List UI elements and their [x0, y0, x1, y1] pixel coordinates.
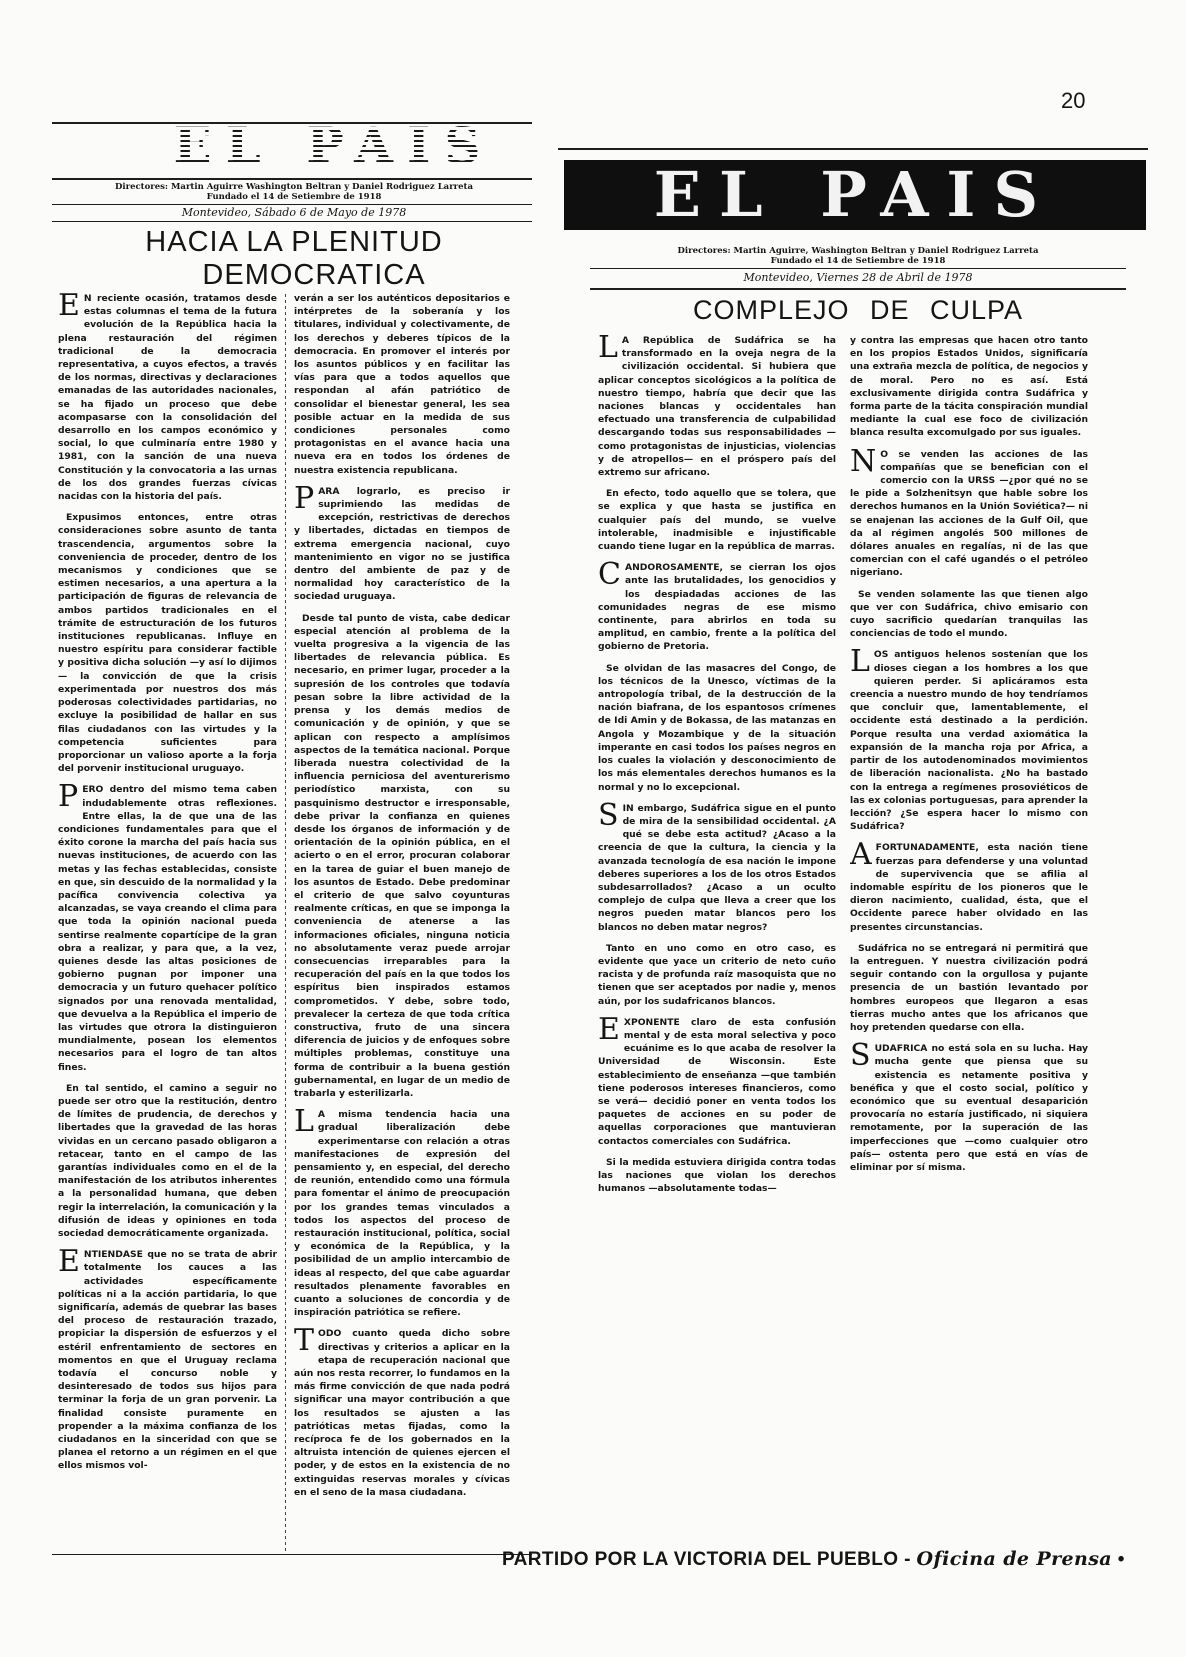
drop-cap: S: [598, 797, 619, 833]
paragraph-text: ODO cuanto queda dicho sobre directivas y criterios a aplicar en la etapa de recuperación nacional que aún nos resta recorrer, lo fundamos en la más firme convicción de que nada podrá significar una mayor contribución a que los resultados se ajusten a las patrióticas metas fijadas, como la recíproca fe de los gobernados en la altruista intención de quienes ejercen el poder, y de estos en la existencia de no extinguidas reservas morales y cívicas en el seno de la masa ciudadana.: [294, 1328, 510, 1498]
headline-line-1: HACIA LA PLENITUD: [145, 226, 443, 258]
article-paragraph: [294, 612, 510, 1101]
dateline-rule-top: [590, 268, 1126, 269]
drop-cap: S: [850, 1038, 871, 1074]
paragraph-text: XPONENTE claro de esta confusión mental y de esta moral selectiva y poco ecuánime es lo que acaba de resolver la Universidad de Wisconsin. Este establecimiento de enseñanza —que también tiene poderosos intereses financieros, como se verá— decidió poner en venta todos los paquetes de acciones en su poder de aquellas corporaciones que mantuvieran contactos comerciales con Sudáfrica.: [598, 1016, 836, 1147]
founded-line: Fundado el 14 de Setiembre de 1918: [206, 192, 382, 202]
article-paragraph: [850, 334, 1088, 440]
paragraph-text: verán a ser los auténticos depositarios e intérpretes de la soberanía y los titulares, individual y colectivamente, de los derechos y deberes típicos de la democracia. En promover el interés por los asuntos públicos y en facilitar las vías para que a todos aquellos que respondan al afán patriótico de consolidar el bienestar general, les sea posible actuar en la medida de sus condiciones personales como protagonistas en el avance hacia una nueva era en todos los órdenes de nuestra existencia republicana.: [294, 293, 510, 476]
footer-bullet: •: [1112, 1549, 1125, 1570]
paragraph-text: OS antiguos helenos sostenían que los dioses ciegan a los hombres a los que quieren perder. Si aplicáramos esta creencia a nuestro mundo de hoy tendríamos que concluir que, lamentablemente, el occidente está destinado a la perdición. Porque resulta una verdad axiomática la expansión de la mancha roja por Africa, a partir de los autodenominados movimientos de liberación nacionalista. ¿No ha bastado con la entrega a regímenes prosoviéticos de las ex colonias portuguesas, para aprender la lección? ¿Se espera hacer lo mismo con Sudáfrica?: [850, 649, 1088, 833]
article-column-2: [850, 334, 1088, 1334]
footer-office: Oficina de Prensa: [916, 1548, 1113, 1570]
top-rule: [558, 148, 1148, 150]
drop-cap: N: [850, 443, 877, 479]
paragraph-text: FORTUNADAMENTE, esta nación tiene fuerzas para defenderse y una voluntad de supervivencia que se afilia al indomable espíritu de los pioneros que le dieron nacimiento, cualidad, ésta, que el Occidente parece haber olvidado en las presentes circunstancias.: [850, 842, 1088, 933]
article-paragraph: [850, 837, 1088, 933]
article-paragraph: [850, 588, 1088, 641]
page-number: 20: [1061, 88, 1086, 113]
paragraph-text: Expusimos entonces, entre otras consideraciones sobre asunto de tanta trascendencia, argumentos sobre la conveniencia de proceder, dentro de los mecanismos y condiciones que se estimen necesarios, a una apertura a la participación de figuras de relevancia de ambos partidos tradicionales en el trámite de estructuración de los futuros instituciones republicanas. Influye en nuestro espíritu para considerar factible y positiva dicha solución —y así lo dijimos— la convicción de que la crisis experimentada por nuestros dos más poderosas colectividades partidarias, no excluye la posibilidad de hallar en sus filas ciudadanos con las virtudes y la competencia suficientes para proporcionar un valioso aporte a la forja del porvenir institucional uruguayo.: [58, 512, 277, 775]
bottom-rule: [52, 1554, 532, 1555]
drop-cap: P: [58, 779, 79, 815]
paragraph-text: y contra las empresas que hacen otro tanto en los propios Estados Unidos, significaría una extraña mezcla de política, de negocios y de moral. Pero no es así. Está exclusivamente dirigida contra Sudáfrica y forma parte de la tácita conspiración mundial mediante la cual ese foco de civilización blanca resulta excomulgado por sus iguales.: [850, 335, 1088, 439]
directors-line: [598, 246, 1118, 266]
directors-names: Directores: Martin Aguirre, Washington Beltran y Daniel Rodriguez Larreta: [677, 246, 1039, 256]
drop-cap: L: [598, 334, 618, 365]
article-paragraph: [850, 644, 1088, 833]
paragraph-text: ARA lograrlo, es preciso ir suprimiendo las medidas de excepción, restrictivas de derechos y libertades, dictadas en tiempos de extrema emergencia nacional, cuyo mantenimiento en vigor no se justifica dentro del ambiente de paz y de normalidad hoy característico de la sociedad uruguaya.: [294, 485, 510, 603]
paragraph-text: NTIENDASE que no se trata de abrir totalmente los cauces a las actividades específicamente políticas ni a la acción partidaria, lo que significaría, además de quebrar las bases del proceso de restauración trazado, propiciar la dispersión de esfuerzos y el estéril enfrentamiento de sectores en momentos en que el Uruguay reclama todavía el concurso noble y desinteresado de todos sus hijos para terminar la forja de un gran porvenir. La finalidad consiste puramente en propender a la máxima confianza de los ciudadanos en la sinceridad con que se planea el retorno a un régimen en el que ellos mismos vol-: [58, 1249, 277, 1472]
dateline: Montevideo, Viernes 28 de Abril de 1978: [743, 271, 973, 284]
drop-cap: A: [850, 837, 872, 873]
article-paragraph: [598, 334, 836, 479]
paragraph-text: Se olvidan de las masacres del Congo, de los técnicos de la Unesco, víctimas de la antropología tribal, de la destrucción de la nación biafrana, de los espantosos crímenes de Idi Amin y de Bokassa, de las matanzas en Angola y Mozambique y de la situación imperante en casi todos los países negros en los cuales la violación y desconocimiento de los más elementales derechos humanos es la normal y no lo excepcional.: [598, 662, 836, 793]
article-paragraph: [58, 511, 277, 775]
drop-cap: E: [58, 292, 80, 323]
masthead: EL PAIS: [564, 160, 1146, 230]
drop-cap: L: [850, 644, 870, 680]
headline-line-2: DEMOCRATICA: [202, 259, 426, 291]
article-column-2: [294, 292, 510, 1554]
article-paragraph: [598, 487, 836, 553]
article-paragraph: [598, 1011, 836, 1148]
masthead-rule: [52, 178, 532, 180]
drop-cap: C: [598, 557, 621, 593]
paragraph-text: ANDOROSAMENTE, se cierran los ojos ante las brutalidades, los genocidios y los despiadadas acciones de las comunidades negras de ese mismo continente, para abrirlos en toda su amplitud, en cambio, frente a la política del gobierno de Pretoria.: [598, 562, 836, 653]
article-paragraph: [294, 292, 510, 477]
article-paragraph: [58, 1244, 277, 1472]
article-paragraph: [294, 1104, 510, 1319]
drop-cap: E: [598, 1011, 620, 1047]
paragraph-text: En tal sentido, el camino a seguir no puede ser otro que la restitución, dentro de límites de prudencia, de derechos y libertades que la gravedad de las horas vividas en un cercano pasado obligaron a retacear, tanto en el campo de las garantías individuales como en el de la manifestación de los atributos inherentes a la personalidad humana, que deben regir la interrelación, la comunicación y la difusión de ideas y opiniones en toda sociedad democráticamente organizada.: [58, 1082, 277, 1240]
footer: [502, 1548, 1125, 1571]
paragraph-text: Sudáfrica no se entregará ni permitirá que la entreguen. Y nuestra civilización podrá seguir contando con la orgullosa y pujante presencia de un bastión levantado por hombres europeos que llegaron a esas tierras mucho antes que los africanos que hoy pretenden quedarse con ella.: [850, 942, 1088, 1033]
clipping-hacia-la-plenitud: [44, 116, 541, 1557]
masthead: EL PAIS: [114, 120, 554, 172]
dateline-rule-bottom: [590, 288, 1126, 290]
headline: COMPLEJO DE CULPA: [692, 295, 1024, 325]
paragraph-text: Desde tal punto de vista, cabe dedicar especial atención al problema de la vuelta progresiva a la vigencia de las libertades de relevancia pública. Es necesario, en primer lugar, proceder a la supresión de los controles que todavía pesan sobre la libre actividad de la prensa y los demás medios de comunicación y de opinión, y que se aplican con respecto a amplísimos aspectos de la temática nacional. Porque liberada nuestra colectividad de la influencia perniciosa del aventurerismo periodístico marxista, con su pasquinismo destructor e irresponsable, debe privar la confianza en quienes desde los órganos de información y de orientación de la opinión pública, en el acierto o en el error, procuran colaborar en la tarea de guiar el buen manejo de los asuntos de Estado. Debe predominar el criterio de que salvo coyunturas realmente críticas, en que se imponga la conveniencia de atenerse a las informaciones oficiales, ninguna noticia no absolutamente veraz puede arrojar consecuencias irreparables para la recuperación del país en la que todos los espíritus bien inspirados estamos comprometidos. Y debe, sobre todo, prevalecer la certeza de que toda crítica constructiva, fruto de una sincera diferencia de juicios y de enfoques sobre múltiples problemas, constituye una forma de contribuir a la buena gestión gubernamental, en lugar de un medio de trabarla y esterilizarla.: [294, 612, 510, 1099]
footer-party: PARTIDO POR LA VICTORIA DEL PUEBLO: [502, 1549, 899, 1570]
directors-names: Directores: Martin Aguirre Washington Beltran y Daniel Rodriguez Larreta: [115, 182, 473, 192]
drop-cap: T: [294, 1323, 315, 1359]
paragraph-text: A misma tendencia hacia una gradual liberalización debe experimentarse con relación a otras manifestaciones de expresión del pensamiento y, en especial, del derecho de reunión, entendido como una fórmula para fomentar el ánimo de preocupación por los grandes temas vinculados a todos los aspectos del proceso de restauración institucional, política, social y económica de la República, y la posibilidad de un amplio intercambio de ideas al respecto, del que cabe aguardar resultados plenamente favorables en cuanto a soluciones de concordia y de inspiración patriótica se refiere.: [294, 1109, 510, 1319]
footer-separator: -: [898, 1549, 917, 1570]
headline: [64, 226, 524, 292]
dateline-rule-top: [52, 204, 532, 205]
directors-line: [84, 182, 504, 202]
article-paragraph: [850, 942, 1088, 1034]
article-paragraph: [58, 1082, 277, 1240]
article-paragraph: [294, 480, 510, 604]
drop-cap: E: [58, 1244, 80, 1280]
article-paragraph: [598, 942, 836, 1008]
article-column-1: [598, 334, 836, 1334]
paragraph-text: IN embargo, Sudáfrica sigue en el punto de mira de la sensibilidad occidental. ¿A qué se debe esta actitud? ¿Acaso a la creencia de que la cultura, la ciencia y la avanzada tecnología de esa nación le impone deberes superiores a los de los otros Estados subdesarrollados? ¿Acaso a un oculto complejo de culpa que lleva a creer que los negros pueden matar blancos pero los blancos no deben matar negros?: [598, 802, 836, 933]
column-divider: [285, 294, 286, 1552]
drop-cap: P: [294, 480, 315, 516]
paragraph-text: A República de Sudáfrica se ha transformado en la oveja negra de la civilización occidental. Si hubiera que aplicar conceptos sicológicos a la política de nuestro tiempo, habría que decir que las naciones blancas y occidentales han efectuado una transferencia de culpabilidad descargando todas sus responsabilidades —como protagonistas de injusticias, violencias y de atropellos— en el próspero país del extremo sur africano.: [598, 335, 836, 479]
article-paragraph: [850, 443, 1088, 580]
article-paragraph: [850, 1038, 1088, 1174]
article-paragraph: [598, 662, 836, 794]
dateline-rule-bottom: [52, 221, 532, 222]
article-column-1: [58, 292, 277, 1554]
paragraph-text: O se venden las acciones de las compañías que se benefician con el comercio con la URSS —¿por qué no se le pide a Solzhenitsyn que hable sobre los derechos humanos en la Unión Soviética?— ni se enajenan las acciones de la Gulf Oil, que da al régimen angolés 500 millones de dólares anuales en regalías, ni de las que comercian con el café ugandés o el petróleo nigeriano.: [850, 448, 1088, 579]
article-paragraph: [58, 292, 277, 503]
paragraph-text: N reciente ocasión, tratamos desde estas columnas el tema de la futura evolución de la República hacia la plena restauración del régimen tradicional de la democracia representativa, a cuyos efectos, a través de los normas, directivas y declaraciones emanadas de las autoridades nacionales, se ha fijado un proceso que debe acompasarse con la consolidación del desarrollo en los campos económico y social, lo que culminaría entre 1980 y 1981, con la sanción de una nueva Constitución y la convocatoria a las urnas de los dos grandes fuerzas cívicas nacidas con la historia del país.: [58, 293, 277, 503]
paragraph-text: Tanto en uno como en otro caso, es evidente que yace un criterio de neto cuño racista y de profunda raíz masoquista que no tienen que ser aceptados por nadie y, menos aún, por los sudafricanos blancos.: [598, 942, 836, 1007]
clipping-complejo-de-culpa: [558, 148, 1148, 1338]
founded-line: Fundado el 14 de Setiembre de 1918: [770, 256, 946, 266]
paragraph-text: Se venden solamente las que tienen algo que ver con Sudáfrica, chivo emisario con cuyo sacrificio quedarían tranquilas las conciencias de todo el mundo.: [850, 588, 1088, 640]
paragraph-text: UDAFRICA no está sola en su lucha. Hay mucha gente que piensa que su existencia es netamente positiva y benéfica y que el costo social, político y económico que su eventual desaparición provocaría no estaría justificado, ni siquiera remotamente, por la superación de las imperfecciones que —como cualquier otro país— ostenta pero que está en vías de eliminar por sí misma.: [850, 1043, 1088, 1173]
dateline: Montevideo, Sábado 6 de Mayo de 1978: [181, 206, 407, 219]
drop-cap: L: [294, 1104, 314, 1140]
article-paragraph: [294, 1323, 510, 1499]
article-paragraph: [58, 779, 277, 1073]
paragraph-text: ERO dentro del mismo tema caben indudablemente otras reflexiones. Entre ellas, la de que una de las condiciones fundamentales para que el éxito corone la marcha del país hacia sus nuevas instituciones, de acuerdo con las metas y las fechas establecidas, consiste en que, sin descuido de la normalidad y la pacífica convivencia colectiva ya alcanzadas, se vaya creando el clima para que toda la opinión nacional pueda sentirse realmente copartícipe de la gran obra a realizar, y para que, a la vez, quienes desde las altas posiciones de gobierno pugnan por imponer una democracia y un futuro quehacer político signados por una renovada mentalidad, que devuelva a la República el imperio de las virtudes que otrora la distinguieron mundialmente, posean los elementos necesarios para el logro de tan altos fines.: [58, 784, 277, 1073]
paragraph-text: En efecto, todo aquello que se tolera, que se explica y que hasta se justifica en cualquier país del mundo, se vuelve intolerable, inadmisible e injustificable cuando tiene lugar en la república de marras.: [598, 488, 836, 553]
article-paragraph: [598, 557, 836, 653]
article-paragraph: [598, 1156, 836, 1196]
paragraph-text: Si la medida estuviera dirigida contra todas las naciones que violan los derechos humanos —absolutamente todas—: [598, 1156, 836, 1195]
article-paragraph: [598, 797, 836, 934]
